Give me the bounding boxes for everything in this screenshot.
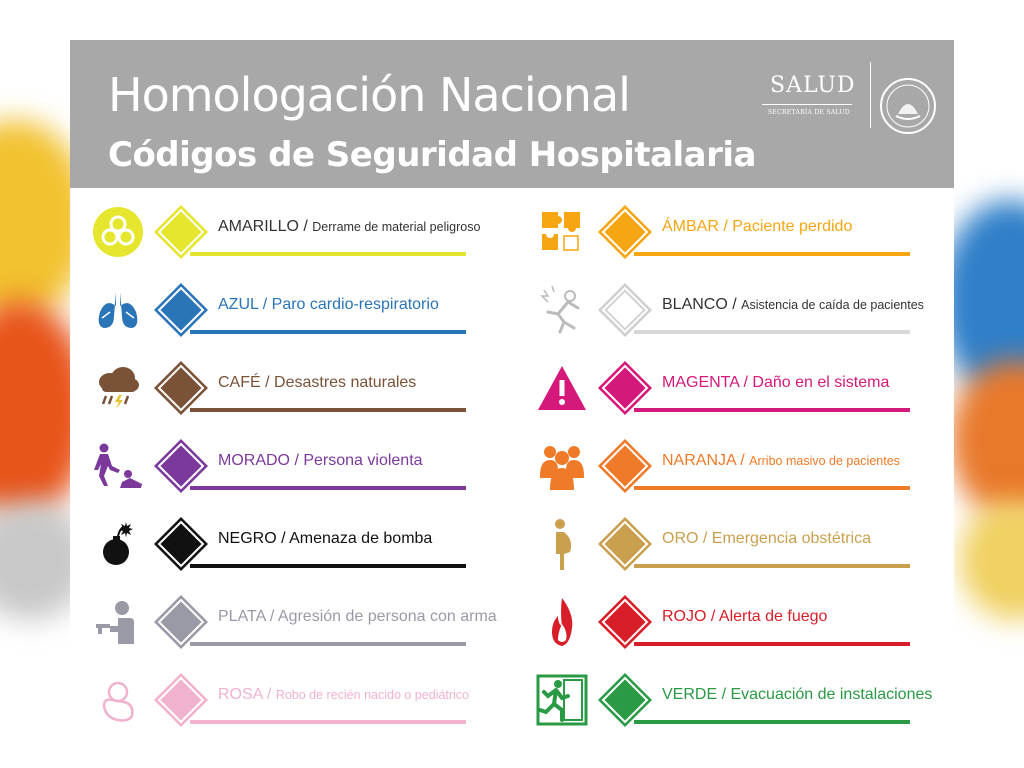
page-title: Homologación Nacional — [108, 68, 630, 122]
code-underline — [634, 564, 910, 568]
code-label — [662, 374, 889, 392]
pregnant-woman-icon — [534, 516, 590, 572]
code-row — [534, 200, 914, 270]
code-name: BLANCO — [662, 296, 728, 313]
code-underline — [190, 642, 466, 646]
code-label — [218, 218, 480, 236]
code-name: ROJO — [662, 608, 707, 625]
code-name: PLATA — [218, 608, 266, 625]
code-diamond-icon — [152, 593, 210, 651]
code-separator: / — [290, 452, 304, 469]
code-row — [90, 278, 470, 348]
code-underline — [190, 408, 466, 412]
code-underline — [634, 330, 910, 334]
code-separator: / — [276, 530, 290, 547]
storm-cloud-icon — [90, 360, 146, 416]
code-description: Arribo masivo de pacientes — [749, 454, 900, 468]
code-diamond-icon — [596, 671, 654, 729]
background-splash — [960, 500, 1024, 620]
code-separator: / — [727, 296, 742, 313]
code-diamond-icon — [152, 515, 210, 573]
code-diamond-icon — [152, 437, 210, 495]
code-row — [90, 512, 470, 582]
code-separator: / — [706, 608, 719, 625]
code-row — [90, 668, 470, 738]
page-subtitle: Códigos de Seguridad Hospitalaria — [108, 135, 756, 175]
code-description: Desastres naturales — [274, 374, 417, 391]
code-row — [534, 590, 914, 660]
national-seal-icon — [878, 76, 938, 136]
code-separator: / — [265, 608, 278, 625]
code-underline — [190, 252, 466, 256]
code-label — [218, 530, 432, 548]
code-row — [534, 278, 924, 348]
code-name: MAGENTA — [662, 374, 740, 391]
code-name: NARANJA — [662, 452, 736, 469]
code-separator: / — [260, 374, 275, 391]
code-row — [534, 668, 933, 738]
code-separator: / — [298, 218, 313, 235]
lungs-icon — [90, 282, 146, 338]
code-name: AMARILLO — [218, 218, 299, 235]
code-label — [218, 686, 469, 704]
code-diamond-icon — [596, 593, 654, 651]
violence-icon — [90, 438, 146, 494]
crowd-icon — [534, 438, 590, 494]
code-diamond-icon — [596, 437, 654, 495]
code-name: VERDE — [662, 686, 718, 703]
code-description: Paro cardio-respiratorio — [271, 296, 439, 313]
code-name: ÁMBAR — [662, 218, 719, 235]
code-underline — [634, 408, 910, 412]
infographic-card — [70, 40, 954, 740]
code-description: Paciente perdido — [732, 218, 853, 235]
code-separator: / — [698, 530, 712, 547]
code-label — [662, 530, 871, 548]
code-underline — [190, 330, 466, 334]
code-row — [534, 434, 914, 504]
code-name: CAFÉ — [218, 374, 261, 391]
fire-icon — [534, 594, 590, 650]
code-label — [662, 686, 932, 704]
baby-icon — [90, 672, 146, 728]
code-name: NEGRO — [218, 530, 277, 547]
code-separator: / — [262, 686, 276, 703]
armed-person-icon — [90, 594, 146, 650]
code-description: Evacuación de instalaciones — [730, 686, 933, 703]
code-name: ORO — [662, 530, 699, 547]
puzzle-icon — [534, 204, 590, 260]
code-underline — [634, 720, 910, 724]
code-separator: / — [739, 374, 753, 391]
code-description: Asistencia de caída de pacientes — [741, 298, 924, 312]
biohazard-icon — [90, 204, 146, 260]
code-name: MORADO — [218, 452, 290, 469]
code-label — [662, 452, 900, 470]
background-splash — [950, 360, 1024, 520]
code-description: Alerta de fuego — [718, 608, 828, 625]
code-separator: / — [717, 686, 731, 703]
code-description: Emergencia obstétrica — [711, 530, 871, 547]
code-label — [218, 296, 439, 314]
code-diamond-icon — [152, 359, 210, 417]
code-diamond-icon — [596, 203, 654, 261]
code-separator: / — [735, 452, 750, 469]
logo-divider — [870, 62, 871, 128]
code-underline — [190, 720, 466, 724]
code-label — [218, 452, 423, 470]
code-separator: / — [258, 296, 272, 313]
code-underline — [190, 564, 466, 568]
code-label — [662, 608, 827, 626]
warning-icon — [534, 360, 590, 416]
header-banner — [70, 40, 954, 188]
code-label — [662, 296, 924, 314]
salud-logo-subtext: SECRETARÍA DE SALUD — [768, 109, 850, 116]
code-row — [90, 434, 470, 504]
code-diamond-icon — [152, 203, 210, 261]
code-underline — [190, 486, 466, 490]
falling-person-icon — [534, 282, 590, 338]
code-underline — [634, 486, 910, 490]
code-label — [218, 608, 497, 626]
code-description: Derrame de material peligroso — [312, 220, 481, 234]
code-diamond-icon — [152, 281, 210, 339]
code-label — [218, 374, 416, 392]
emergency-exit-icon — [534, 672, 590, 728]
code-row — [90, 356, 470, 426]
code-row — [90, 590, 497, 660]
logo-rule — [762, 104, 852, 105]
bomb-icon — [90, 516, 146, 572]
code-description: Amenaza de bomba — [289, 530, 433, 547]
code-description: Persona violenta — [303, 452, 423, 469]
code-diamond-icon — [152, 671, 210, 729]
code-name: AZUL — [218, 296, 259, 313]
code-separator: / — [718, 218, 733, 235]
code-diamond-icon — [596, 281, 654, 339]
code-underline — [634, 642, 910, 646]
code-diamond-icon — [596, 359, 654, 417]
code-row — [90, 200, 481, 270]
code-label — [662, 218, 852, 236]
code-name: ROSA — [218, 686, 263, 703]
code-underline — [634, 252, 910, 256]
code-diamond-icon — [596, 515, 654, 573]
code-description: Robo de recién nacido o pediátrico — [275, 688, 469, 702]
code-row — [534, 512, 914, 582]
code-description: Daño en el sistema — [752, 374, 890, 391]
salud-logo-text: SALUD — [770, 73, 856, 98]
code-row — [534, 356, 914, 426]
code-description: Agresión de persona con arma — [277, 608, 497, 625]
